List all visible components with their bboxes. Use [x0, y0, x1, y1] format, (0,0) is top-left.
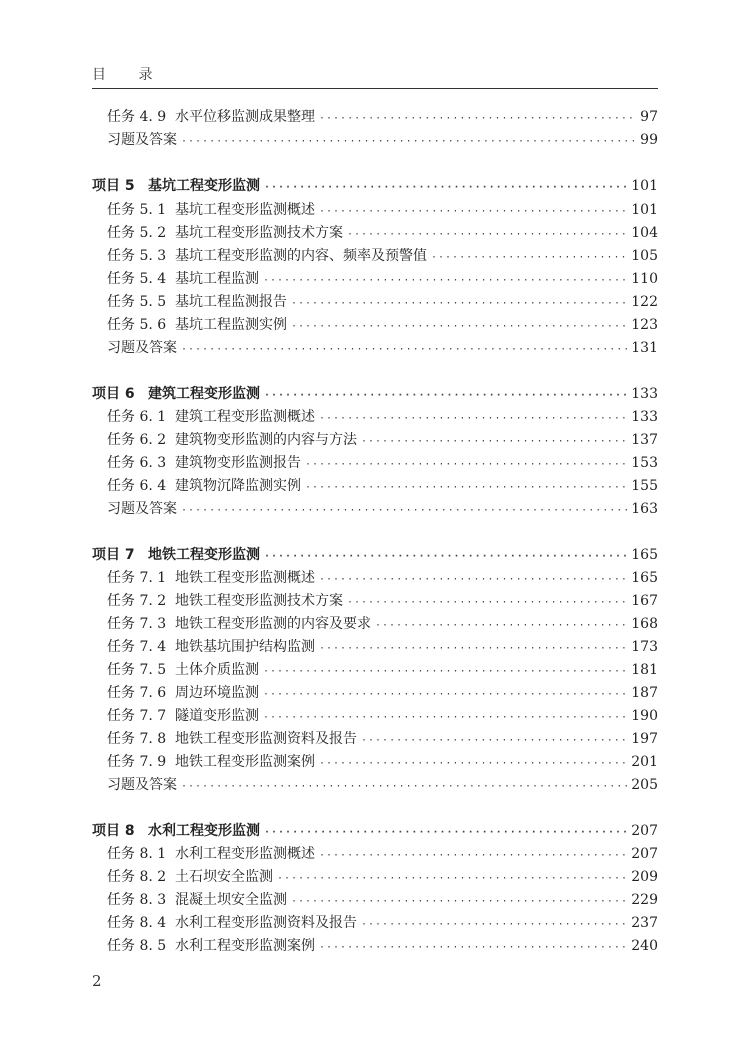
leader-dots [291, 891, 627, 913]
leader-dots [319, 638, 627, 660]
entry-page: 153 [631, 455, 658, 471]
entry-page: 237 [631, 915, 658, 931]
toc-entry[interactable] [107, 912, 658, 934]
entry-title: 基坑工程监测实例 [175, 317, 287, 333]
leader-dots [319, 569, 627, 591]
chapter-number: 项目 6 [92, 386, 135, 402]
toc-entry[interactable] [107, 337, 658, 359]
entry-number: 任务 8. 4 [107, 915, 167, 931]
entry-number: 任务 7. 2 [107, 593, 167, 609]
leader-dots [263, 684, 627, 706]
entry-title: 水平位移监测成果整理 [175, 109, 315, 125]
leader-dots [264, 177, 627, 199]
entry-title: 习题及答案 [107, 132, 177, 148]
toc-entry[interactable] [107, 774, 658, 796]
entry-page: 167 [631, 593, 658, 609]
entry-title: 建筑物变形监测的内容与方法 [175, 432, 357, 448]
entry-number: 任务 7. 3 [107, 616, 167, 632]
toc-entry[interactable] [107, 659, 658, 681]
toc-entry[interactable] [107, 129, 658, 151]
entry-page: 105 [631, 248, 658, 264]
entry-number: 任务 8. 2 [107, 869, 167, 885]
toc-entry[interactable] [107, 429, 658, 451]
toc-entry[interactable] [107, 498, 658, 520]
entry-number: 任务 5. 1 [107, 202, 167, 218]
entry-number: 任务 7. 5 [107, 662, 167, 678]
entry-page: 97 [640, 109, 658, 125]
entry-title: 周边环境监测 [175, 685, 259, 701]
entry-title: 基坑工程监测 [175, 271, 259, 287]
entry-number: 任务 6. 3 [107, 455, 167, 471]
entry-page: 168 [631, 616, 658, 632]
entry-title: 习题及答案 [107, 340, 177, 356]
entry-title: 地铁基坑围护结构监测 [175, 639, 315, 655]
entry-page: 197 [631, 731, 658, 747]
entry-page: 205 [631, 777, 658, 793]
entry-number: 任务 7. 7 [107, 708, 167, 724]
entry-title: 基坑工程变形监测的内容、频率及预警值 [175, 248, 427, 264]
toc-chapter[interactable] [92, 175, 658, 197]
chapter-title: 建筑工程变形监测 [148, 386, 260, 402]
entry-page: 131 [631, 340, 658, 356]
entry-title: 水利工程变形监测资料及报告 [175, 915, 357, 931]
entry-title: 地铁工程变形监测技术方案 [175, 593, 343, 609]
toc-entry[interactable] [107, 106, 658, 128]
leader-dots [263, 661, 627, 683]
leader-dots [375, 615, 627, 637]
entry-number: 任务 5. 2 [107, 225, 167, 241]
entry-title: 水利工程变形监测案例 [175, 938, 315, 954]
entry-number: 任务 5. 6 [107, 317, 167, 333]
leader-dots [264, 822, 627, 844]
leader-dots [361, 431, 627, 453]
leader-dots [347, 592, 627, 614]
toc-entry[interactable] [107, 682, 658, 704]
entry-number: 任务 7. 6 [107, 685, 167, 701]
toc-chapter[interactable] [92, 544, 658, 566]
header-title: 目 录 [92, 67, 167, 83]
entry-title: 水利工程变形监测概述 [175, 846, 315, 862]
toc-entry[interactable] [107, 199, 658, 221]
toc-entry[interactable] [107, 613, 658, 635]
entry-title: 混凝土坝安全监测 [175, 892, 287, 908]
leader-dots [181, 776, 627, 798]
toc-entry[interactable] [107, 268, 658, 290]
entry-title: 土体介质监测 [175, 662, 259, 678]
entry-number: 任务 8. 1 [107, 846, 167, 862]
entry-page: 137 [631, 432, 658, 448]
leader-dots [319, 201, 627, 223]
chapter-page: 207 [631, 823, 658, 839]
entry-number: 任务 6. 4 [107, 478, 167, 494]
entry-page: 163 [631, 501, 658, 517]
entry-title: 习题及答案 [107, 501, 177, 517]
entry-page: 165 [631, 570, 658, 586]
entry-page: 240 [631, 938, 658, 954]
entry-page: 207 [631, 846, 658, 862]
entry-title: 建筑物变形监测报告 [175, 455, 301, 471]
chapter-title: 基坑工程变形监测 [148, 178, 260, 194]
leader-dots [319, 753, 627, 775]
entry-number: 任务 5. 4 [107, 271, 167, 287]
toc-entry[interactable] [107, 935, 658, 957]
entry-number: 任务 7. 8 [107, 731, 167, 747]
entry-number: 任务 5. 5 [107, 294, 167, 310]
toc-entry[interactable] [107, 475, 658, 497]
toc-chapter[interactable] [92, 383, 658, 405]
toc-entry[interactable] [107, 452, 658, 474]
chapter-title: 水利工程变形监测 [148, 823, 260, 839]
leader-dots [181, 131, 636, 153]
leader-dots [305, 454, 627, 476]
running-header [92, 60, 658, 89]
entry-page: 187 [631, 685, 658, 701]
entry-number: 任务 5. 3 [107, 248, 167, 264]
entry-page: 99 [640, 132, 658, 148]
chapter-number: 项目 8 [92, 823, 135, 839]
entry-title: 基坑工程变形监测概述 [175, 202, 315, 218]
toc-entry[interactable] [107, 567, 658, 589]
leader-dots [291, 316, 627, 338]
chapter-page: 101 [631, 178, 658, 194]
toc-entry[interactable] [107, 406, 658, 428]
leader-dots [264, 546, 627, 568]
leader-dots [361, 914, 627, 936]
entry-page: 155 [631, 478, 658, 494]
toc-entry[interactable] [107, 245, 658, 267]
chapter-page: 165 [631, 547, 658, 563]
leader-dots [319, 408, 627, 430]
toc-entry[interactable] [107, 728, 658, 750]
leader-dots [181, 500, 627, 522]
entry-page: 181 [631, 662, 658, 678]
leader-dots [264, 385, 627, 407]
toc-chapter[interactable] [92, 820, 658, 842]
toc-entry[interactable] [107, 222, 658, 244]
entry-title: 地铁工程变形监测资料及报告 [175, 731, 357, 747]
page-number: 2 [92, 972, 102, 990]
entry-title: 地铁工程变形监测概述 [175, 570, 315, 586]
leader-dots [361, 730, 627, 752]
entry-page: 229 [631, 892, 658, 908]
toc-entry[interactable] [107, 843, 658, 865]
entry-number: 任务 6. 2 [107, 432, 167, 448]
leader-dots [319, 937, 627, 959]
toc-entry[interactable] [107, 314, 658, 336]
entry-title: 习题及答案 [107, 777, 177, 793]
toc-entry[interactable] [107, 889, 658, 911]
entry-title: 土石坝安全监测 [175, 869, 273, 885]
entry-title: 地铁工程变形监测案例 [175, 754, 315, 770]
toc-entry[interactable] [107, 590, 658, 612]
entry-number: 任务 7. 1 [107, 570, 167, 586]
toc-entry[interactable] [107, 751, 658, 773]
entry-page: 110 [631, 271, 658, 287]
leader-dots [291, 293, 627, 315]
leader-dots [277, 868, 627, 890]
entry-number: 任务 8. 5 [107, 938, 167, 954]
entry-number: 任务 7. 4 [107, 639, 167, 655]
entry-number: 任务 7. 9 [107, 754, 167, 770]
leader-dots [431, 247, 627, 269]
entry-page: 190 [631, 708, 658, 724]
leader-dots [263, 707, 627, 729]
entry-title: 地铁工程变形监测的内容及要求 [175, 616, 371, 632]
chapter-page: 133 [631, 386, 658, 402]
chapter-number: 项目 5 [92, 178, 135, 194]
entry-page: 173 [631, 639, 658, 655]
toc-entry[interactable] [107, 705, 658, 727]
entry-title: 基坑工程监测报告 [175, 294, 287, 310]
entry-title: 基坑工程变形监测技术方案 [175, 225, 343, 241]
leader-dots [181, 339, 627, 361]
entry-number: 任务 4. 9 [107, 109, 167, 125]
leader-dots [263, 270, 627, 292]
leader-dots [319, 845, 627, 867]
entry-page: 209 [631, 869, 658, 885]
chapter-title: 地铁工程变形监测 [148, 547, 260, 563]
leader-dots [347, 224, 627, 246]
entry-page: 133 [631, 409, 658, 425]
entry-page: 122 [631, 294, 658, 310]
entry-number: 任务 8. 3 [107, 892, 167, 908]
toc-entry[interactable] [107, 291, 658, 313]
entry-page: 201 [631, 754, 658, 770]
entry-page: 101 [631, 202, 658, 218]
entry-page: 104 [631, 225, 658, 241]
toc-entry[interactable] [107, 636, 658, 658]
leader-dots [319, 108, 636, 130]
chapter-number: 项目 7 [92, 547, 135, 563]
entry-page: 123 [631, 317, 658, 333]
leader-dots [305, 477, 627, 499]
entry-title: 隧道变形监测 [175, 708, 259, 724]
entry-number: 任务 6. 1 [107, 409, 167, 425]
entry-title: 建筑物沉降监测实例 [175, 478, 301, 494]
entry-title: 建筑工程变形监测概述 [175, 409, 315, 425]
toc-entry[interactable] [107, 866, 658, 888]
